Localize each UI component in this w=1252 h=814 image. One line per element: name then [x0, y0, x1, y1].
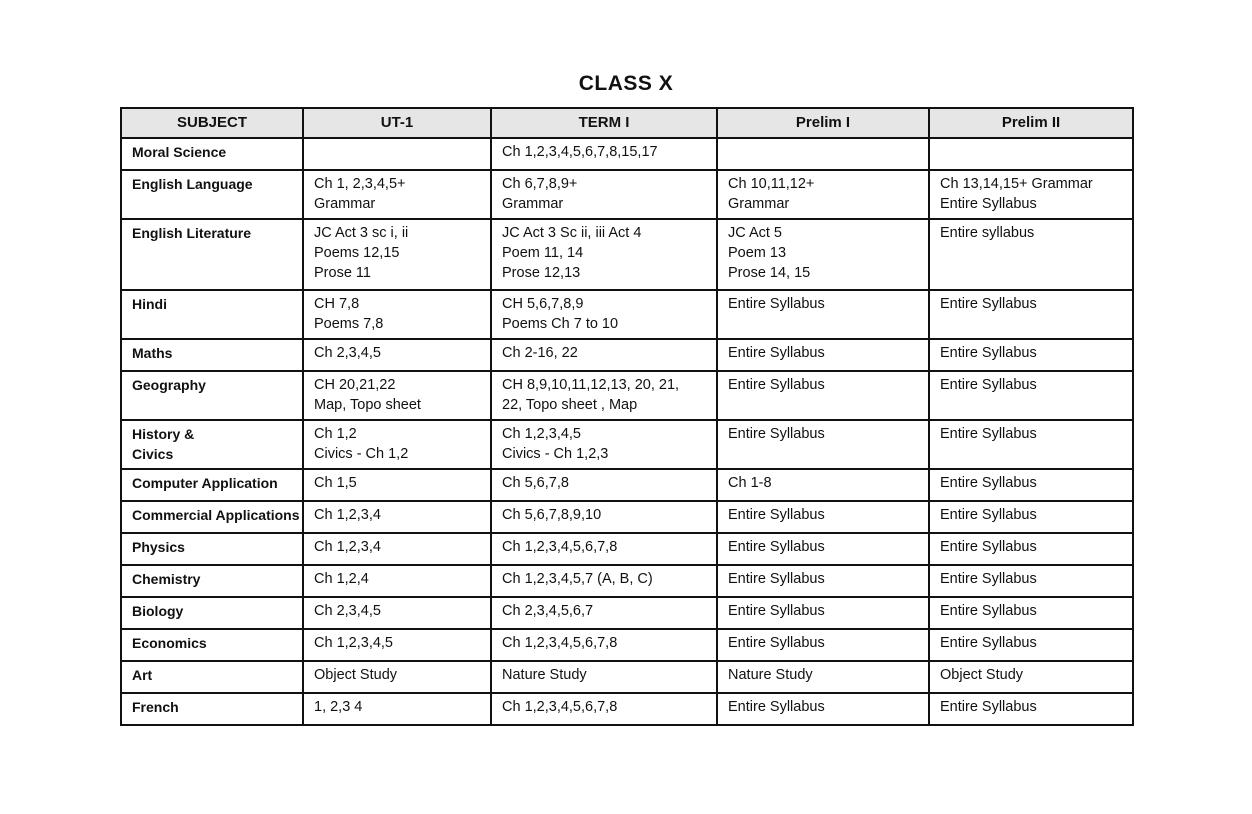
- prelim2-line: Ch 13,14,15+ Grammar: [940, 176, 1093, 192]
- term1-line: Poem 11, 14: [502, 245, 584, 261]
- prelim1-line: Poem 13: [728, 245, 787, 261]
- subject-cell: [121, 693, 303, 725]
- subject-cell: [121, 533, 303, 565]
- subject-line: Biology: [132, 603, 184, 619]
- prelim2-line: Entire Syllabus: [940, 603, 1037, 619]
- ut1-cell: [303, 469, 491, 501]
- term1-cell: [491, 533, 717, 565]
- table-row: [121, 138, 1133, 170]
- table-row: [121, 565, 1133, 597]
- subject-cell: [121, 219, 303, 290]
- header-prelim2: Prelim II: [929, 108, 1133, 138]
- term1-cell: [491, 371, 717, 420]
- prelim2-line: Entire Syllabus: [940, 635, 1037, 651]
- term1-cell: [491, 138, 717, 170]
- prelim1-cell: [717, 219, 929, 290]
- term1-line: Ch 5,6,7,8,9,10: [502, 507, 602, 523]
- ut1-cell: [303, 420, 491, 469]
- prelim2-cell: [929, 565, 1133, 597]
- prelim1-cell: [717, 597, 929, 629]
- ut1-line: Ch 1,5: [314, 475, 357, 491]
- subject-line: Civics: [132, 446, 174, 462]
- term1-line: Ch 5,6,7,8: [502, 475, 569, 491]
- term1-cell: [491, 501, 717, 533]
- ut1-line: Map, Topo sheet: [314, 397, 421, 413]
- prelim2-cell: [929, 533, 1133, 565]
- subject-line: Chemistry: [132, 571, 201, 587]
- subject-cell: [121, 420, 303, 469]
- term1-line: Ch 2,3,4,5,6,7: [502, 603, 594, 619]
- prelim1-line: Prose 14, 15: [728, 265, 811, 281]
- term1-line: Ch 1,2,3,4,5: [502, 426, 581, 442]
- header-ut1: UT-1: [303, 108, 491, 138]
- table-row: [121, 533, 1133, 565]
- term1-cell: [491, 597, 717, 629]
- prelim2-cell: [929, 170, 1133, 219]
- ut1-cell: [303, 693, 491, 725]
- prelim1-cell: [717, 339, 929, 371]
- ut1-cell: [303, 597, 491, 629]
- header-subject: SUBJECT: [121, 108, 303, 138]
- table-row: [121, 597, 1133, 629]
- subject-line: Maths: [132, 345, 173, 361]
- prelim1-cell: [717, 693, 929, 725]
- ut1-line: Ch 1,2,3,4: [314, 507, 381, 523]
- prelim2-line: Entire Syllabus: [940, 345, 1037, 361]
- ut1-line: 1, 2,3 4: [314, 699, 363, 715]
- ut1-line: Ch 1,2,3,4,5: [314, 635, 393, 651]
- ut1-line: Ch 2,3,4,5: [314, 603, 381, 619]
- subject-line: Commercial Applications: [132, 507, 300, 523]
- prelim2-cell: [929, 219, 1133, 290]
- ut1-line: Ch 2,3,4,5: [314, 345, 381, 361]
- prelim1-cell: [717, 565, 929, 597]
- prelim1-cell: [717, 170, 929, 219]
- table-row: [121, 290, 1133, 339]
- prelim1-line: Entire Syllabus: [728, 571, 825, 587]
- term1-cell: [491, 661, 717, 693]
- prelim1-cell: [717, 501, 929, 533]
- prelim1-line: Entire Syllabus: [728, 635, 825, 651]
- prelim2-line: Object Study: [940, 667, 1024, 683]
- prelim2-line: Entire Syllabus: [940, 539, 1037, 555]
- term1-cell: [491, 420, 717, 469]
- header-row: [121, 108, 1133, 138]
- term1-cell: [491, 565, 717, 597]
- ut1-cell: [303, 371, 491, 420]
- prelim1-cell: [717, 533, 929, 565]
- prelim1-line: Entire Syllabus: [728, 507, 825, 523]
- prelim2-cell: [929, 339, 1133, 371]
- table-row: [121, 219, 1133, 290]
- prelim2-cell: [929, 290, 1133, 339]
- ut1-line: Civics - Ch 1,2: [314, 446, 409, 462]
- table-row: [121, 693, 1133, 725]
- table-row: [121, 371, 1133, 420]
- subject-cell: [121, 597, 303, 629]
- subject-line: History &: [132, 426, 195, 442]
- table-row: [121, 170, 1133, 219]
- prelim1-line: Entire Syllabus: [728, 296, 825, 312]
- term1-cell: [491, 629, 717, 661]
- prelim1-cell: [717, 469, 929, 501]
- subject-line: English Language: [132, 176, 253, 192]
- subject-line: Hindi: [132, 296, 167, 312]
- prelim1-cell: [717, 371, 929, 420]
- prelim2-line: Entire Syllabus: [940, 296, 1037, 312]
- prelim2-line: Entire Syllabus: [940, 507, 1037, 523]
- ut1-line: Object Study: [314, 667, 398, 683]
- prelim1-line: Entire Syllabus: [728, 345, 825, 361]
- term1-line: 22, Topo sheet , Map: [502, 397, 638, 413]
- subject-cell: [121, 339, 303, 371]
- subject-cell: [121, 170, 303, 219]
- subject-line: Economics: [132, 635, 207, 651]
- ut1-cell: [303, 219, 491, 290]
- prelim1-line: Entire Syllabus: [728, 603, 825, 619]
- prelim1-cell: [717, 629, 929, 661]
- term1-line: Nature Study: [502, 667, 587, 683]
- prelim1-line: Nature Study: [728, 667, 813, 683]
- ut1-line: JC Act 3 sc i, ii: [314, 225, 409, 241]
- subject-cell: [121, 501, 303, 533]
- page-title: CLASS X: [578, 72, 674, 95]
- subject-cell: [121, 290, 303, 339]
- subject-cell: [121, 138, 303, 170]
- table-row: [121, 469, 1133, 501]
- prelim1-cell: [717, 661, 929, 693]
- term1-line: Ch 1,2,3,4,5,6,7,8: [502, 635, 618, 651]
- prelim1-line: Grammar: [728, 196, 790, 212]
- term1-cell: [491, 469, 717, 501]
- term1-line: Prose 12,13: [502, 265, 581, 281]
- table-row: [121, 339, 1133, 371]
- subject-cell: [121, 661, 303, 693]
- prelim2-line: Entire Syllabus: [940, 699, 1037, 715]
- term1-cell: [491, 693, 717, 725]
- subject-cell: [121, 629, 303, 661]
- syllabus-table: [120, 107, 1134, 726]
- subject-cell: [121, 469, 303, 501]
- prelim2-cell: [929, 693, 1133, 725]
- table-row: [121, 501, 1133, 533]
- ut1-cell: [303, 339, 491, 371]
- prelim2-line: Entire Syllabus: [940, 426, 1037, 442]
- prelim1-cell: [717, 420, 929, 469]
- ut1-line: Poems 12,15: [314, 245, 400, 261]
- prelim1-line: JC Act 5: [728, 225, 782, 241]
- term1-line: JC Act 3 Sc ii, iii Act 4: [502, 225, 642, 241]
- term1-line: Poems Ch 7 to 10: [502, 316, 619, 332]
- prelim2-line: Entire Syllabus: [940, 475, 1037, 491]
- subject-line: French: [132, 699, 179, 715]
- term1-line: Ch 1,2,3,4,5,6,7,8: [502, 699, 618, 715]
- ut1-cell: [303, 565, 491, 597]
- prelim2-cell: [929, 597, 1133, 629]
- subject-line: Computer Application: [132, 475, 278, 491]
- term1-cell: [491, 170, 717, 219]
- table-row: [121, 420, 1133, 469]
- ut1-cell: [303, 661, 491, 693]
- prelim2-cell: [929, 420, 1133, 469]
- prelim1-line: Ch 1-8: [728, 475, 772, 491]
- ut1-line: Prose 11: [314, 265, 371, 281]
- subject-line: Art: [132, 667, 153, 683]
- term1-line: Civics - Ch 1,2,3: [502, 446, 609, 462]
- prelim1-line: Entire Syllabus: [728, 377, 825, 393]
- ut1-line: CH 7,8: [314, 296, 360, 312]
- prelim2-cell: [929, 629, 1133, 661]
- prelim2-line: Entire Syllabus: [940, 377, 1037, 393]
- term1-line: Ch 2-16, 22: [502, 345, 578, 361]
- ut1-line: Ch 1, 2,3,4,5+: [314, 176, 406, 192]
- term1-cell: [491, 290, 717, 339]
- term1-line: CH 5,6,7,8,9: [502, 296, 584, 312]
- ut1-line: Ch 1,2: [314, 426, 357, 442]
- term1-line: Ch 6,7,8,9+: [502, 176, 578, 192]
- subject-line: Moral Science: [132, 144, 227, 160]
- ut1-cell: [303, 138, 491, 170]
- term1-line: Grammar: [502, 196, 564, 212]
- prelim1-line: Ch 10,11,12+: [728, 176, 815, 192]
- prelim2-line: Entire Syllabus: [940, 196, 1037, 212]
- ut1-line: Grammar: [314, 196, 376, 212]
- table-body: [121, 138, 1133, 725]
- subject-cell: [121, 565, 303, 597]
- prelim1-cell: [717, 138, 929, 170]
- ut1-line: Ch 1,2,4: [314, 571, 369, 587]
- subject-line: Geography: [132, 377, 206, 393]
- ut1-cell: [303, 629, 491, 661]
- ut1-line: CH 20,21,22: [314, 377, 396, 393]
- term1-cell: [491, 219, 717, 290]
- prelim1-cell: [717, 290, 929, 339]
- subject-line: English Literature: [132, 225, 252, 241]
- prelim2-line: Entire Syllabus: [940, 571, 1037, 587]
- term1-line: Ch 1,2,3,4,5,6,7,8,15,17: [502, 144, 658, 160]
- prelim2-line: Entire syllabus: [940, 225, 1035, 241]
- prelim1-line: Entire Syllabus: [728, 426, 825, 442]
- prelim2-cell: [929, 138, 1133, 170]
- prelim2-cell: [929, 661, 1133, 693]
- term1-line: CH 8,9,10,11,12,13, 20, 21,: [502, 377, 680, 393]
- subject-cell: [121, 371, 303, 420]
- ut1-cell: [303, 501, 491, 533]
- term1-line: Ch 1,2,3,4,5,7 (A, B, C): [502, 571, 653, 587]
- prelim2-cell: [929, 371, 1133, 420]
- term1-cell: [491, 339, 717, 371]
- header-term1: TERM I: [491, 108, 717, 138]
- ut1-cell: [303, 290, 491, 339]
- ut1-line: Ch 1,2,3,4: [314, 539, 381, 555]
- prelim2-cell: [929, 469, 1133, 501]
- table-row: [121, 629, 1133, 661]
- ut1-cell: [303, 170, 491, 219]
- prelim1-line: Entire Syllabus: [728, 699, 825, 715]
- prelim2-cell: [929, 501, 1133, 533]
- subject-line: Physics: [132, 539, 185, 555]
- ut1-line: Poems 7,8: [314, 316, 384, 332]
- header-prelim1: Prelim I: [717, 108, 929, 138]
- ut1-cell: [303, 533, 491, 565]
- prelim1-line: Entire Syllabus: [728, 539, 825, 555]
- table-row: [121, 661, 1133, 693]
- term1-line: Ch 1,2,3,4,5,6,7,8: [502, 539, 618, 555]
